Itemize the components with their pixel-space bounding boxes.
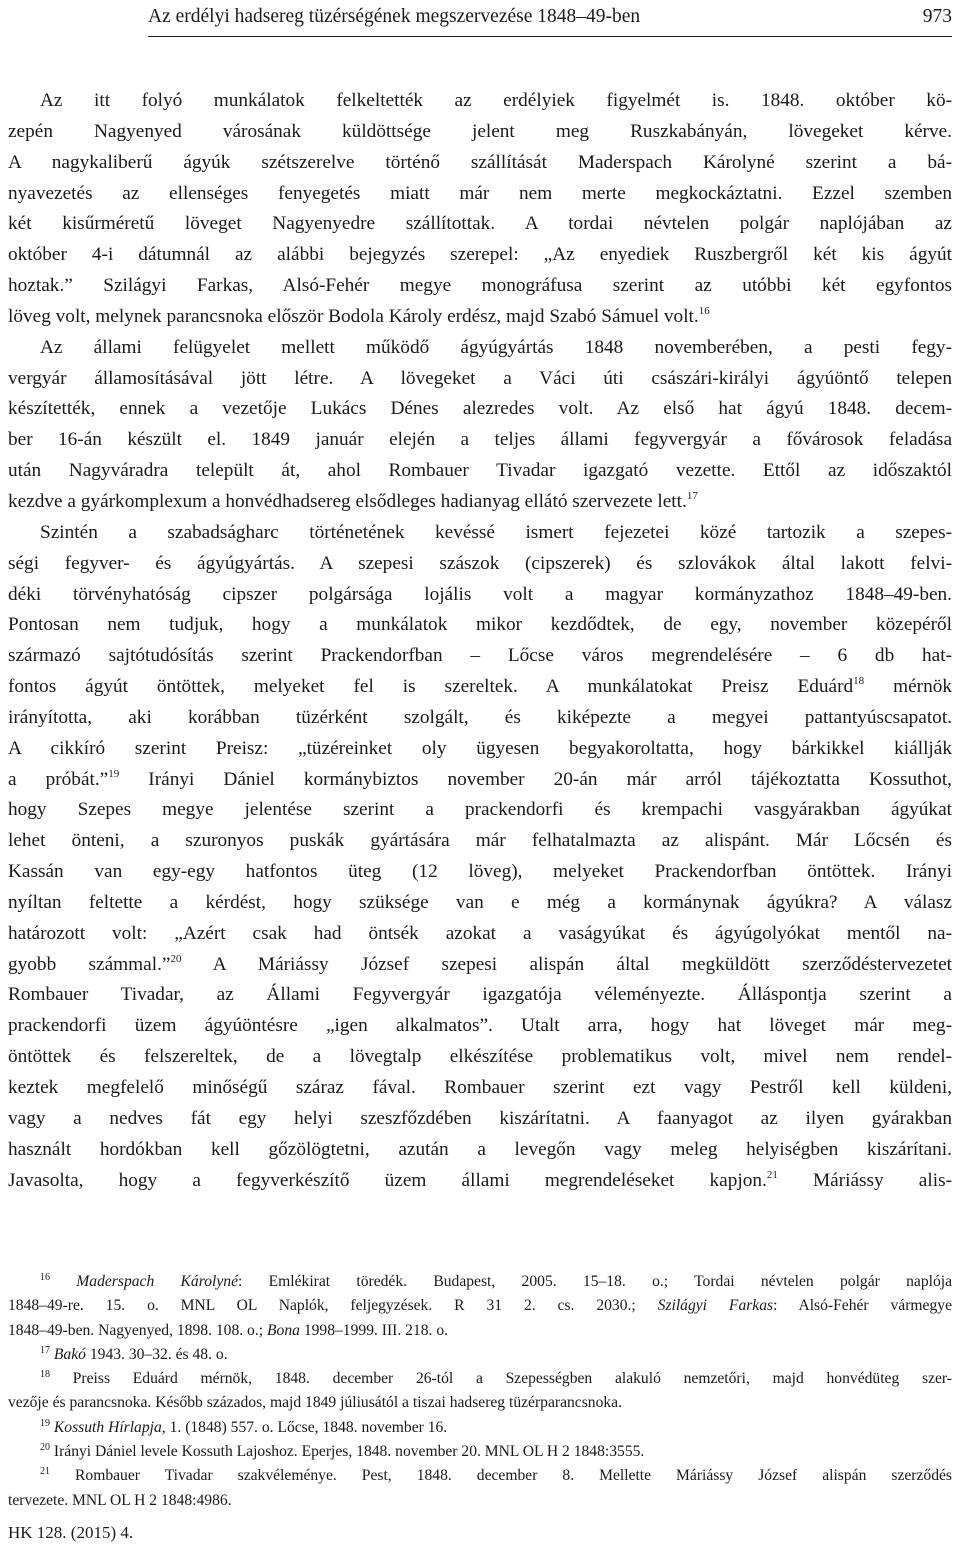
journal-reference: HK 128. (2015) 4. — [8, 1523, 134, 1542]
body-line: ber 16-án készült el. 1849 január elején a teljes állami fegyvergyár a fővárosok feladása — [8, 429, 952, 451]
body-line: nyíltan feltette a kérdést, hogy szüksége van e még a kormánynak ágyúkra? A válasz — [8, 891, 952, 913]
footnote-number: 20 — [40, 1442, 50, 1454]
footnote-number: 18 — [40, 1369, 50, 1381]
footnote-number: 21 — [40, 1466, 50, 1478]
footnote-marker: 20 — [170, 952, 182, 965]
footnote-line: $^{18}$ Preiss Eduárd mérnök, 1848. december 26-tól a Szepességben alakuló nemzetőri, majd honvédüteg szer- — [40, 1369, 952, 1388]
footnote-number: 16 — [40, 1272, 50, 1283]
footnote-line: $^{16}$ Maderspach Károlyné: Emlékirat töredék. Budapest, 2005. 15–18. o.; Tordai névtelen polgár naplója — [40, 1272, 952, 1290]
running-head — [148, 0, 952, 34]
footnote-line: $^{19}$ Kossuth Hírlapja, 1. (1848) 557. o. Lőcse, 1848. november 16. — [40, 1417, 448, 1436]
body-line: két kisűrméretű löveget Nagyenyedre szállítottak. A tordai névtelen polgár naplójában az — [8, 213, 952, 235]
body-line: löveg volt, melynek parancsnoka először Bodola Károly erdész, majd Szabó Sámuel volt.$^{16}$ — [8, 304, 710, 327]
body-line: származó sajtótudósítás szerint Prackendorfban – Lőcse város megrendelésére – 6 db hat- — [8, 645, 952, 667]
footnotes — [8, 1270, 952, 1513]
body-line: a próbát.”$^{19}$ Irányi Dániel kormánybiztos november 20-án már arról tájékoztatta Kossuthot, — [8, 767, 952, 790]
footnote-line: vezője és parancsnoka. Később százados, majd 1849 júliusától a tiszai hadsereg tüzérparancsnoka. — [8, 1394, 622, 1412]
body-line: Szintén a szabadságharc történetének kevéssé ismert fejezetei közé tartozik a szepes- — [40, 521, 952, 543]
body-line: Az itt folyó munkálatok felkeltették az erdélyiek figyelmét is. 1848. október kö- — [40, 90, 952, 111]
body-line: kezdve a gyárkomplexum a honvédhadsereg elsődleges hadianyag ellátó szervezete lett.$^{17}$ — [8, 489, 698, 512]
body-line: irányította, aki korábban tüzérként szolgált, és kiképezte a megyei pattantyúscsapatot. — [8, 706, 952, 728]
footnote-marker: 19 — [108, 767, 120, 780]
body-line: Pontosan nem tudjuk, hogy a munkálatok mikor kezdődtek, de egy, november közepéről — [8, 614, 952, 636]
footnote-line: 1848–49-ben. Nagyenyed, 1898. 108. o.; Bona 1998–1999. III. 218. o. — [8, 1321, 449, 1339]
body-line: lehet önteni, a szuronyos puskák gyártására már felhatalmazta az alispánt. Már Lőcsén és — [8, 830, 952, 852]
body-line: gyobb számmal.”$^{20}$ A Máriássy József szepesi alispán által megküldött szerződéstervezetet — [8, 952, 952, 975]
page-number: 973 — [922, 6, 952, 27]
footnote-number: 17 — [40, 1344, 50, 1356]
footnote-line: 1848–49-re. 15. o. MNL OL Naplók, feljegyzések. R 31 2. cs. 2030.; Szilágyi Farkas: Alsó-Fehér vármegye — [8, 1297, 952, 1315]
body-line: ségi fegyver- és ágyúgyártás. A szepesi szászok (cipszerek) és szlovákok által lakott felvi- — [8, 552, 952, 574]
body-line: vergyár államosításával jött létre. A lövegeket a Váci úti császári-királyi ágyúöntő telepen — [8, 367, 952, 389]
body-line: Az állami felügyelet mellett működő ágyúgyártás 1848 novemberében, a pesti fegy- — [40, 336, 952, 358]
body-line: Rombauer Tivadar, az Állami Fegyvergyár igazgatója véleményezte. Álláspontja szerint a — [8, 984, 952, 1006]
body-text — [8, 86, 952, 1196]
body-line: hoztak.” Szilágyi Farkas, Alsó-Fehér megye monográfusa szerint az utóbbi két egyfontos — [8, 275, 952, 297]
header-rule — [148, 36, 952, 37]
running-title: Az erdélyi hadsereg tüzérségének megszervezése 1848–49-ben — [148, 6, 641, 27]
body-line: október 4-i dátumnál az alábbi bejegyzés szerepel: „Az enyediek Ruszbergről két kis ágyút — [8, 244, 952, 266]
body-line: keztek megfelelő minőségű száraz fával. Rombauer szerint ezt vagy Pestről kell küldeni, — [8, 1077, 952, 1098]
footnote-line: $^{20}$ Irányi Dániel levele Kossuth Lajoshoz. Eperjes, 1848. november 20. MNL OL H 2 1848:3555. — [40, 1442, 645, 1461]
footnote-marker: 17 — [686, 489, 698, 502]
body-line: Kassán van egy-egy hatfontos üteg (12 löveg), melyeket Prackendorfban öntöttek. Irányi — [8, 861, 952, 883]
body-line: vagy a nedves fát egy helyi szeszfőzdében kiszárítatni. A faanyagot az ilyen gyárakban — [8, 1107, 952, 1129]
body-line: után Nagyváradra települt át, ahol Rombauer Tivadar igazgató vezette. Ettől az időszaktól — [8, 460, 952, 482]
body-line: zepén Nagyenyed városának küldöttsége jelent meg Ruszkabányán, lövegeket kérve. — [8, 120, 952, 142]
footnote-number: 19 — [40, 1417, 50, 1429]
body-line: A nagykaliberű ágyúk szétszerelve történő szállítását Maderspach Károlyné szerint a bá- — [8, 151, 952, 173]
footnote-marker: 18 — [853, 675, 865, 688]
body-line: prackendorfi üzem ágyúöntésre „igen alkalmatos”. Utalt arra, hogy hat löveget már meg- — [8, 1015, 952, 1037]
footnote-line: $^{17}$ Bakó 1943. 30–32. és 48. o. — [40, 1344, 228, 1363]
body-line: déki törvényhatóság cipszer polgársága lojális volt a magyar kormányzathoz 1848–49-ben. — [8, 583, 952, 605]
body-line: A cikkíró szerint Preisz: „tüzéreinket oly ügyesen begyakoroltatta, hogy bárkikkel kiállják — [8, 737, 952, 759]
body-line: öntöttek és felszereltek, de a lövegtalp elkészítése problematikus volt, mivel nem rendel- — [8, 1046, 952, 1068]
footnote-marker: 21 — [766, 1168, 778, 1181]
body-line: nyavezetés az ellenséges fenyegetés miatt már nem merte megkockáztatni. Ezzel szemben — [8, 182, 952, 204]
body-line: fontos ágyút öntöttek, melyeket fel is szereltek. A munkálatokat Preisz Eduárd$^{18}$ mérnök — [8, 675, 952, 698]
footnote-line: $^{21}$ Rombauer Tivadar szakvéleménye. Pest, 1848. december 8. Mellette Máriássy József alispán szerződés — [40, 1466, 952, 1485]
body-line: határozott volt: „Azért csak had öntsék azokat a vaságyúkat és ágyúgolyókat mentől na- — [8, 922, 952, 944]
body-line: hogy Szepes megye jelentése szerint a prackendorfi és krempachi vasgyárakban ágyúkat — [8, 799, 952, 821]
body-line: Javasolta, hogy a fegyverkészítő üzem állami megrendeléseket kapjon.$^{21}$ Máriássy alis- — [8, 1168, 952, 1191]
footnote-marker: 16 — [698, 304, 710, 317]
footnote-line: tervezete. MNL OL H 2 1848:4986. — [8, 1491, 232, 1509]
body-line: használt hordókban kell gőzölögtetni, azután a levegőn vagy meleg helyiségben kiszárítani. — [8, 1138, 952, 1160]
body-line: készítették, ennek a vezetője Lukács Dénes alezredes volt. Az első hat ágyú 1848. decem- — [8, 398, 952, 420]
